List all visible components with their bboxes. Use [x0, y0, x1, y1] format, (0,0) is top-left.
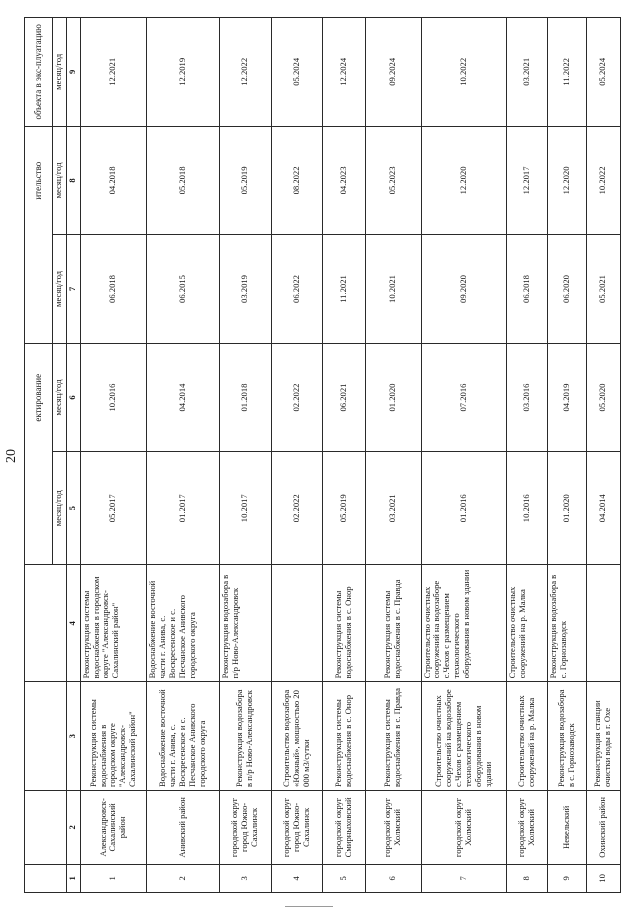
date-cell: 05.2019	[220, 126, 271, 235]
unit-col7: месяц/год	[52, 235, 66, 344]
date-cell: 10.2022	[586, 126, 620, 235]
project-name-cell: Реконструкция станции очистки воды в г. Охе	[586, 682, 620, 791]
col-number-7: 7	[66, 235, 80, 344]
header-group-row	[25, 18, 53, 893]
unit-col9: месяц/год	[52, 18, 66, 127]
date-cell: 06.2015	[147, 235, 220, 344]
header-blank-7	[25, 235, 53, 344]
col-number-3: 3	[66, 682, 80, 791]
date-cell: 08.2022	[271, 126, 322, 235]
project-name-secondary-cell: Реконструкция системы водоснабжения в с. Онор	[322, 565, 365, 682]
date-cell: 12.2024	[322, 18, 365, 127]
date-cell: 09.2020	[421, 235, 507, 344]
header-number-row	[66, 18, 80, 893]
date-cell: 05.2018	[147, 126, 220, 235]
date-cell: 02.2022	[271, 343, 322, 452]
col-number-9: 9	[66, 18, 80, 127]
table-row	[220, 18, 271, 893]
unit-blank-1	[52, 864, 66, 892]
date-cell: 01.2020	[365, 343, 421, 452]
date-cell: 10.2021	[365, 235, 421, 344]
date-cell: 10.2022	[421, 18, 507, 127]
header-blank-1	[25, 864, 53, 892]
page-number: 20	[4, 449, 19, 463]
header-blank-3	[25, 682, 53, 791]
header-blank-4	[25, 565, 53, 682]
date-cell: 03.2016	[507, 343, 548, 452]
project-name-secondary-cell: Реконструкция системы водоснабжения в с. Правда	[365, 565, 421, 682]
col-number-1: 1	[66, 864, 80, 892]
header-design-label: ектирование	[25, 343, 53, 452]
table-row	[147, 18, 220, 893]
project-name-secondary-cell: Реконструкция водозабора в п/р Ново-Александровск	[220, 565, 271, 682]
date-cell: 12.2020	[421, 126, 507, 235]
project-name-cell: Реконструкция водозабора в с. Горнозаводск	[548, 682, 587, 791]
date-cell: 04.2014	[147, 343, 220, 452]
project-name-secondary-cell: Строительство очистных сооружений на водозаборе с.Чехов с размещением технологического оборудования в новом здании	[421, 565, 507, 682]
date-cell: 03.2021	[507, 18, 548, 127]
date-cell: 05.2023	[365, 126, 421, 235]
unit-blank-4	[52, 565, 66, 682]
row-number: 8	[507, 864, 548, 892]
row-number: 10	[586, 864, 620, 892]
row-number: 7	[421, 864, 507, 892]
district-cell: Александровск-Сахалинский район	[80, 790, 146, 864]
row-number: 3	[220, 864, 271, 892]
date-cell: 06.2022	[271, 235, 322, 344]
date-cell: 04.2023	[322, 126, 365, 235]
col-number-6: 6	[66, 343, 80, 452]
date-cell: 01.2018	[220, 343, 271, 452]
district-cell: городской округ город Южно-Сахалинск	[271, 790, 322, 864]
row-number: 9	[548, 864, 587, 892]
header-blank-2	[25, 790, 53, 864]
district-cell: городской округ Смирныховский	[322, 790, 365, 864]
project-name-cell: Реконструкция системы водоснабжения в с. Правда	[365, 682, 421, 791]
unit-col5: месяц/год	[52, 452, 66, 565]
header-unit-row	[52, 18, 66, 893]
col-number-2: 2	[66, 790, 80, 864]
district-cell: Анивский район	[147, 790, 220, 864]
project-name-secondary-cell	[586, 565, 620, 682]
date-cell: 11.2021	[322, 235, 365, 344]
projects-table	[24, 17, 621, 893]
table-row	[271, 18, 322, 893]
project-name-secondary-cell: Реконструкция водозабора в с. Горнозаводск	[548, 565, 587, 682]
date-cell: 05.2020	[586, 343, 620, 452]
date-cell: 01.2020	[548, 452, 587, 565]
date-cell: 06.2021	[322, 343, 365, 452]
project-name-cell: Водоснабжение восточной части г. Анива, с. Воскресенское и с. Песчанское Анивского городского округа	[147, 682, 220, 791]
date-cell: 06.2018	[80, 235, 146, 344]
col-number-8: 8	[66, 126, 80, 235]
table-row	[80, 18, 146, 893]
date-cell: 05.2019	[322, 452, 365, 565]
date-cell: 04.2014	[586, 452, 620, 565]
date-cell: 04.2019	[548, 343, 587, 452]
district-cell: Невельский	[548, 790, 587, 864]
district-cell: Охинский район	[586, 790, 620, 864]
unit-col6: месяц/год	[52, 343, 66, 452]
table-row	[507, 18, 548, 893]
district-cell: городской округ город Южно-Сахалинск	[220, 790, 271, 864]
table-row	[365, 18, 421, 893]
table-row	[322, 18, 365, 893]
project-name-secondary-cell: Реконструкция системы водоснабжения в городском округе "Александровск-Сахалинский район"	[80, 565, 146, 682]
table-row	[548, 18, 587, 893]
date-cell: 05.2021	[586, 235, 620, 344]
date-cell: 10.2016	[80, 343, 146, 452]
district-cell: городской округ Холмский	[421, 790, 507, 864]
header-construction-label: ительство	[25, 126, 53, 235]
district-cell: городской округ Холмский	[365, 790, 421, 864]
date-cell: 10.2016	[507, 452, 548, 565]
date-cell: 03.2021	[365, 452, 421, 565]
date-cell: 10.2017	[220, 452, 271, 565]
district-cell: городской округ Холмский	[507, 790, 548, 864]
date-cell: 01.2016	[421, 452, 507, 565]
row-number: 6	[365, 864, 421, 892]
unit-blank-2	[52, 790, 66, 864]
date-cell: 04.2018	[80, 126, 146, 235]
date-cell: 11.2022	[548, 18, 587, 127]
row-number: 1	[80, 864, 146, 892]
unit-col8: месяц/год	[52, 126, 66, 235]
date-cell: 05.2024	[586, 18, 620, 127]
date-cell: 12.2021	[80, 18, 146, 127]
date-cell: 12.2019	[147, 18, 220, 127]
project-name-cell: Реконструкция системы водоснабжения в городском округе "Александровск-Сахалинский район"	[80, 682, 146, 791]
date-cell: 06.2018	[507, 235, 548, 344]
header-commissioning-label: объекта в экс-плуатацию	[25, 18, 53, 127]
date-cell: 07.2016	[421, 343, 507, 452]
date-cell: 05.2017	[80, 452, 146, 565]
row-number: 2	[147, 864, 220, 892]
date-cell: 06.2020	[548, 235, 587, 344]
col-number-4: 4	[66, 565, 80, 682]
date-cell: 05.2024	[271, 18, 322, 127]
project-name-secondary-cell	[271, 565, 322, 682]
date-cell: 12.2022	[220, 18, 271, 127]
table-row	[586, 18, 620, 893]
date-cell: 12.2017	[507, 126, 548, 235]
scan-artifact-line	[285, 906, 333, 907]
col-number-5: 5	[66, 452, 80, 565]
project-name-cell: Реконструкция водозабора в п/р Ново-Александровск	[220, 682, 271, 791]
project-name-secondary-cell: Водоснабжение восточной части г. Анива, с. Воскресенское и с. Песчанское Анивского городского округа	[147, 565, 220, 682]
project-name-cell: Реконструкция системы водоснабжения в с. Онор	[322, 682, 365, 791]
date-cell: 02.2022	[271, 452, 322, 565]
date-cell: 09.2024	[365, 18, 421, 127]
project-name-cell: Строительство очистных сооружений на водозаборе с.Чехов с размещением технологического оборудования в новом здании	[421, 682, 507, 791]
unit-blank-3	[52, 682, 66, 791]
table-row	[421, 18, 507, 893]
row-number: 4	[271, 864, 322, 892]
header-blank-5	[25, 452, 53, 565]
project-name-cell: Строительство водозабора «Южный», мощностью 20 000 м3/сутки	[271, 682, 322, 791]
date-cell: 12.2020	[548, 126, 587, 235]
date-cell: 01.2017	[147, 452, 220, 565]
project-name-secondary-cell: Строительство очистных сооружений на р. Малка	[507, 565, 548, 682]
project-name-cell: Строительство очистных сооружений на р. Малка	[507, 682, 548, 791]
date-cell: 03.2019	[220, 235, 271, 344]
row-number: 5	[322, 864, 365, 892]
